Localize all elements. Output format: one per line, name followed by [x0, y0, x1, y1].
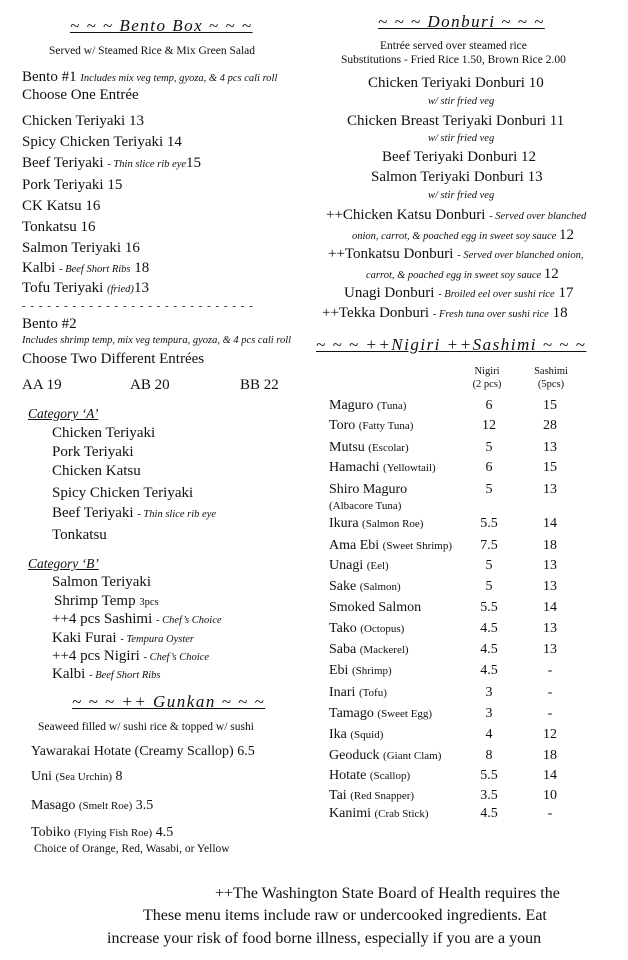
- footer-line-2: These menu items include raw or undercooked ingredients. Eat: [143, 907, 547, 924]
- sashimi-price: 18: [543, 538, 557, 553]
- donburi-item: Salmon Teriyaki Donburi 13: [371, 169, 543, 185]
- gunkan-note: Choice of Orange, Red, Wasabi, or Yellow: [34, 843, 230, 855]
- nigiri-price: 3: [485, 706, 493, 721]
- nigiri-column-header: Nigiri (2 pcs): [472, 366, 502, 390]
- fish-name: Tai (Red Snapper): [329, 788, 415, 803]
- section-divider: - - - - - - - - - - - - - - - - - - - - - - - - - - - -: [22, 300, 254, 312]
- donburi-special-desc: carrot, & poached egg in sweet soy sauce 12: [366, 266, 559, 282]
- entree-item: Pork Teriyaki 15: [22, 177, 123, 193]
- entree-item: Tofu Teriyaki (fried)13: [22, 280, 149, 296]
- nigiri-price: 6: [485, 460, 493, 475]
- nigiri-price: 5: [485, 482, 493, 497]
- bento-title: ~ ~ ~ Bento Box ~ ~ ~: [70, 16, 253, 35]
- donburi-substitutions: Substitutions - Fried Rice 1.50, Brown Rice 2.00: [341, 54, 566, 66]
- nigiri-title: ~ ~ ~ ++Nigiri ++Sashimi ~ ~ ~: [316, 335, 587, 354]
- entree-item: Kalbi - Beef Short Ribs 18: [22, 260, 150, 276]
- nigiri-price: 3: [485, 685, 493, 700]
- bento1-label: Bento #1: [22, 69, 77, 85]
- nigiri-price: 4.5: [480, 663, 498, 678]
- nigiri-price: 5: [485, 558, 493, 573]
- bento1-desc: Includes mix veg temp, gyoza, & 4 pcs cali roll: [80, 73, 278, 84]
- fish-name: Smoked Salmon: [329, 600, 422, 615]
- donburi-note: w/ stir fried veg: [428, 96, 495, 107]
- entree-item: Salmon Teriyaki 16: [22, 240, 140, 256]
- fish-name: Unagi (Eel): [329, 558, 389, 573]
- sashimi-price: 13: [543, 642, 557, 657]
- fish-name: Ama Ebi (Sweet Shrimp): [329, 538, 453, 553]
- sashimi-price: -: [547, 663, 553, 678]
- fish-name: Tako (Octopus): [329, 621, 405, 636]
- category-a-label: Category ‘A’: [28, 406, 99, 421]
- sashimi-price: 13: [543, 621, 557, 636]
- bento2-label: Bento #2: [22, 316, 77, 332]
- sashimi-column-header: Sashimi (5pcs): [534, 366, 568, 390]
- nigiri-price: 5.5: [480, 600, 498, 615]
- sashimi-price: 15: [543, 460, 557, 475]
- nigiri-price: 7.5: [480, 538, 498, 553]
- entree-item: Spicy Chicken Teriyaki 14: [22, 134, 182, 150]
- category-a-item: Chicken Katsu: [52, 463, 141, 479]
- fish-name: Saba (Mackerel): [329, 642, 409, 657]
- category-a-item: Tonkatsu: [52, 527, 107, 543]
- gunkan-subtitle: Seaweed filled w/ sushi rice & topped w/ sushi: [38, 721, 254, 733]
- entree-item: Chicken Teriyaki 13: [22, 113, 144, 129]
- sashimi-price: 18: [543, 748, 557, 763]
- fish-name: Toro (Fatty Tuna): [329, 418, 414, 433]
- bento2-desc: Includes shrimp temp, mix veg tempura, gyoza, & 4 pcs cali roll: [22, 335, 292, 346]
- fish-name: Hamachi (Yellowtail): [329, 460, 436, 475]
- combo-price: AB 20: [130, 377, 170, 393]
- bento2-choose: Choose Two Different Entrées: [22, 351, 205, 367]
- nigiri-price: 6: [485, 398, 493, 413]
- fish-name: Ikura (Salmon Roe): [329, 516, 424, 531]
- gunkan-item: Tobiko (Flying Fish Roe) 4.5: [31, 825, 174, 840]
- entree-item: Tonkatsu 16: [22, 219, 96, 235]
- sashimi-price: 14: [543, 516, 557, 531]
- nigiri-price: 5: [485, 440, 493, 455]
- footer-line-3: increase your risk of food borne illness, especially if you are a youn: [107, 930, 542, 947]
- sashimi-price: -: [547, 685, 553, 700]
- fish-name: Tamago (Sweet Egg): [329, 706, 433, 721]
- sashimi-price: -: [547, 806, 553, 821]
- sashimi-price: 13: [543, 440, 557, 455]
- combo-price: BB 22: [240, 377, 279, 393]
- nigiri-price: 4.5: [480, 621, 498, 636]
- combo-price: AA 19: [22, 377, 62, 393]
- donburi-title: ~ ~ ~ Donburi ~ ~ ~: [378, 12, 545, 31]
- donburi-special: ++Tekka Donburi - Fresh tuna over sushi rice 18: [322, 305, 568, 321]
- nigiri-price: 5.5: [480, 768, 498, 783]
- category-a-item: Spicy Chicken Teriyaki: [52, 485, 194, 501]
- fish-name: Sake (Salmon): [329, 579, 401, 594]
- sashimi-price: 10: [543, 788, 557, 803]
- donburi-special: Unagi Donburi - Broiled eel over sushi rice 17: [344, 285, 574, 301]
- category-b-label: Category ‘B’: [28, 556, 99, 571]
- sashimi-price: 13: [543, 558, 557, 573]
- nigiri-price: 5.5: [480, 516, 498, 531]
- gunkan-item: Yawarakai Hotate (Creamy Scallop) 6.5: [31, 744, 255, 759]
- fish-name: Hotate (Scallop): [329, 768, 411, 783]
- bento1-choose: Choose One Entrée: [22, 87, 139, 103]
- fish-name: Kanimi (Crab Stick): [329, 806, 429, 821]
- fish-name: Mutsu (Escolar): [329, 440, 409, 455]
- fish-name: Inari (Tofu): [329, 685, 387, 700]
- donburi-item: Chicken Breast Teriyaki Donburi 11: [347, 113, 565, 129]
- gunkan-title: ~ ~ ~ ++ Gunkan ~ ~ ~: [72, 692, 266, 711]
- category-b-item: ++4 pcs Nigiri - Chef’s Choice: [52, 648, 210, 664]
- fish-name: Shiro Maguro: [329, 482, 408, 497]
- bento1-line: [22, 69, 277, 86]
- category-b-item: Kaki Furai - Tempura Oyster: [52, 630, 195, 646]
- fish-name: Maguro (Tuna): [329, 398, 407, 413]
- donburi-special: ++Chicken Katsu Donburi - Served over blanched: [326, 207, 587, 223]
- fish-name: Ika (Squid): [329, 727, 384, 742]
- donburi-special: ++Tonkatsu Donburi - Served over blanched onion,: [328, 246, 584, 262]
- footer-line-1: ++The Washington State Board of Health requires the: [215, 885, 560, 902]
- sashimi-price: 14: [543, 768, 557, 783]
- category-b-item: Salmon Teriyaki: [52, 574, 152, 590]
- gunkan-item: Masago (Smelt Roe) 3.5: [31, 798, 154, 813]
- sashimi-price: 15: [543, 398, 557, 413]
- sashimi-price: 14: [543, 600, 557, 615]
- donburi-special-desc: onion, carrot, & poached egg in sweet soy sauce 12: [352, 227, 574, 243]
- nigiri-price: 4.5: [480, 806, 498, 821]
- nigiri-price: 3.5: [480, 788, 498, 803]
- donburi-note: w/ stir fried veg: [428, 133, 495, 144]
- category-b-item: ++4 pcs Sashimi - Chef’s Choice: [52, 611, 222, 627]
- category-b-item: Kalbi - Beef Short Ribs: [52, 666, 161, 682]
- fish-subname: (Albacore Tuna): [329, 500, 402, 512]
- sashimi-price: 12: [543, 727, 557, 742]
- nigiri-price: 8: [485, 748, 493, 763]
- sashimi-price: 13: [543, 482, 557, 497]
- nigiri-price: 12: [482, 418, 496, 433]
- nigiri-price: 4: [485, 727, 493, 742]
- entree-item: Beef Teriyaki - Thin slice rib eye15: [22, 155, 202, 171]
- gunkan-item: Uni (Sea Urchin) 8: [31, 769, 123, 784]
- bento-subtitle: Served w/ Steamed Rice & Mix Green Salad: [49, 45, 255, 57]
- donburi-note: w/ stir fried veg: [428, 190, 495, 201]
- category-a-item: Pork Teriyaki: [52, 444, 134, 460]
- sashimi-price: 28: [543, 418, 557, 433]
- category-a-item: Beef Teriyaki - Thin slice rib eye: [52, 505, 217, 521]
- nigiri-price: 4.5: [480, 642, 498, 657]
- fish-name: Geoduck (Giant Clam): [329, 748, 442, 763]
- category-b-item: Shrimp Temp 3pcs: [54, 593, 159, 609]
- donburi-item: Beef Teriyaki Donburi 12: [382, 149, 537, 165]
- sashimi-price: -: [547, 706, 553, 721]
- category-a-item: Chicken Teriyaki: [52, 425, 156, 441]
- donburi-subtitle: Entrée served over steamed rice: [380, 40, 527, 52]
- nigiri-price: 5: [485, 579, 493, 594]
- entree-item: CK Katsu 16: [22, 198, 101, 214]
- fish-name: Ebi (Shrimp): [329, 663, 392, 678]
- sashimi-price: 13: [543, 579, 557, 594]
- donburi-item: Chicken Teriyaki Donburi 10: [368, 75, 544, 91]
